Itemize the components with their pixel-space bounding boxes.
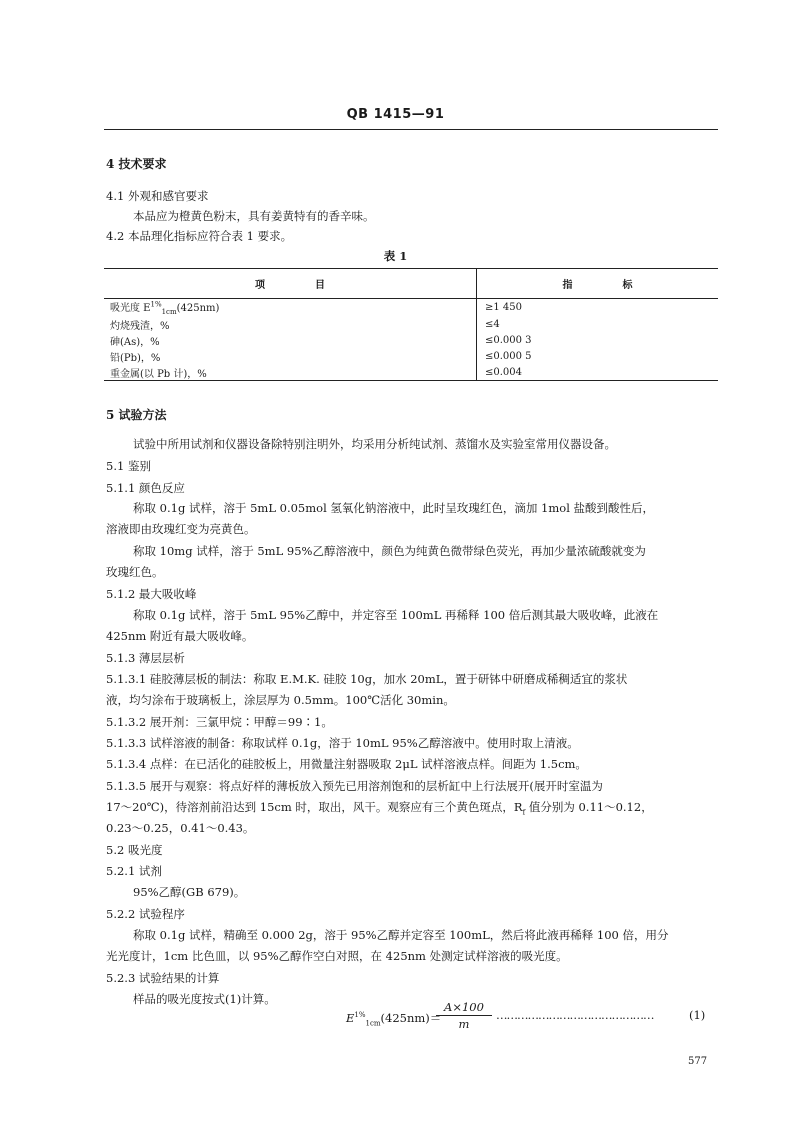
paragraph: 17～20℃)，待溶剂前沿达到 15cm 时，取出，风干。观察应有三个黄色斑点，$R_f$ 值分别为 0.11～0.12， xyxy=(106,800,653,817)
formula-number: (1) xyxy=(689,1008,706,1022)
table-cell-item: 铅(Pb)，% xyxy=(104,348,477,364)
paragraph: 液，均匀涂布于玻璃板上，涂层厚为 0.5mm。100℃活化 30min。 xyxy=(106,693,455,707)
fraction-bar xyxy=(436,1015,492,1016)
formula-leader-dots: ……………………………………… xyxy=(496,1008,654,1022)
table-cell-item: 吸光度 $E^{1\%}_{1cm}(425nm)$ xyxy=(104,299,477,317)
formula-denominator: m xyxy=(458,1017,470,1031)
table-cell-item: 重金属(以 Pb 计)，% xyxy=(104,364,477,381)
section-5-2-3-title: 5.2.3 试验结果的计算 xyxy=(106,971,220,985)
table-caption: 表 1 xyxy=(383,249,408,263)
paragraph: 称取 0.1g 试样，溶于 5mL 0.05mol 氢氧化钠溶液中，此时呈玫瑰红色，滴加 1mol 盐酸到酸性后， xyxy=(133,501,655,515)
table-cell-item: 灼烧残渣，% xyxy=(104,316,477,332)
paragraph: 0.23～0.25，0.41～0.43。 xyxy=(106,821,255,835)
section-5-1-3-title: 5.1.3 薄层层析 xyxy=(106,651,185,665)
section-5-1-1-title: 5.1.1 颜色反应 xyxy=(106,481,185,495)
table-row xyxy=(104,316,718,332)
table-cell-value: ≤4 xyxy=(485,318,500,330)
section-5-1-title: 5.1 鉴别 xyxy=(106,459,151,473)
column-header-item: 项 目 xyxy=(104,269,477,299)
paragraph: 称取 10mg 试样，溶于 5mL 95%乙醇溶液中，颜色为纯黄色微带绿色荧光，再加少量浓硫酸就变为 xyxy=(133,544,646,558)
table-row xyxy=(104,348,718,364)
table-cell-value: ≤0.000 5 xyxy=(485,350,532,362)
table-cell-value: ≤0.000 3 xyxy=(485,334,532,346)
paragraph: 5.1.3.2 展开剂：三氯甲烷∶甲醇＝99∶1。 xyxy=(106,715,333,729)
formula-lhs: $E^{1\%}_{1cm}(425nm)=$ xyxy=(346,1011,442,1028)
paragraph: 溶液即由玫瑰红变为亮黄色。 xyxy=(106,522,256,536)
table-cell-value: ≤0.004 xyxy=(477,364,719,381)
header-rule xyxy=(104,129,718,130)
section-4-1-title: 4.1 外观和感官要求 xyxy=(106,189,209,203)
column-header-value: 指 标 xyxy=(477,269,719,299)
section-5-intro: 试验中所用试剂和仪器设备除特别注明外，均采用分析纯试剂、蒸馏水及实验室常用仪器设备。 xyxy=(133,437,616,451)
paragraph: 5.1.3.3 试样溶液的制备：称取试样 0.1g，溶于 10mL 95%乙醇溶液中。使用时取上清液。 xyxy=(106,736,579,750)
paragraph: 5.1.3.5 展开与观察：将点好样的薄板放入预先已用溶剂饱和的层析缸中上行法展开(展开时室温为 xyxy=(106,779,603,793)
table-row xyxy=(104,364,718,381)
table-cell-value: ≥1 450 xyxy=(485,302,523,313)
section-5-1-2-title: 5.1.2 最大吸收峰 xyxy=(106,587,197,601)
table-row xyxy=(104,332,718,348)
table-row xyxy=(104,299,718,317)
section-4-title: 4 技术要求 xyxy=(106,157,167,171)
section-5-2-1-title: 5.2.1 试剂 xyxy=(106,864,162,878)
paragraph: 称取 0.1g 试样，精确至 0.000 2g，溶于 95%乙醇并定容至 100mL，然后将此液再稀释 100 倍，用分 xyxy=(133,928,669,942)
paragraph: 95%乙醇(GB 679)。 xyxy=(133,885,246,899)
page-number: 577 xyxy=(688,1056,708,1067)
table-cell-item: 砷(As)，% xyxy=(104,332,477,348)
paragraph: 玫瑰红色。 xyxy=(106,565,164,579)
paragraph: 5.1.3.4 点样：在已活化的硅胶板上，用微量注射器吸取 2μL 试样溶液点样。间距为 1.5cm。 xyxy=(106,757,587,771)
spec-table xyxy=(104,268,718,381)
section-5-2-2-title: 5.2.2 试验程序 xyxy=(106,907,185,921)
section-5-2-title: 5.2 吸光度 xyxy=(106,843,163,857)
document-number: QB 1415—91 xyxy=(346,107,445,122)
paragraph: 5.1.3.1 硅胶薄层板的制法：称取 E.M.K. 硅胶 10g，加水 20mL，置于研钵中研磨成稀稠适宜的浆状 xyxy=(106,672,628,686)
paragraph: 光光度计，1cm 比色皿，以 95%乙醇作空白对照，在 425nm 处测定试样溶液的吸光度。 xyxy=(106,949,568,963)
formula-numerator: A×100 xyxy=(444,1000,484,1014)
paragraph: 称取 0.1g 试样，溶于 5mL 95%乙醇中，并定容至 100mL 再稀释 100 倍后测其最大吸收峰，此液在 xyxy=(133,608,659,622)
section-5-title: 5 试验方法 xyxy=(106,408,167,422)
paragraph: 425nm 附近有最大吸收峰。 xyxy=(106,629,254,643)
section-4-1-body: 本品应为橙黄色粉末，具有姜黄特有的香辛味。 xyxy=(133,209,375,223)
section-4-2-title: 4.2 本品理化指标应符合表 1 要求。 xyxy=(106,229,293,243)
paragraph: 样品的吸光度按式(1)计算。 xyxy=(133,992,276,1006)
